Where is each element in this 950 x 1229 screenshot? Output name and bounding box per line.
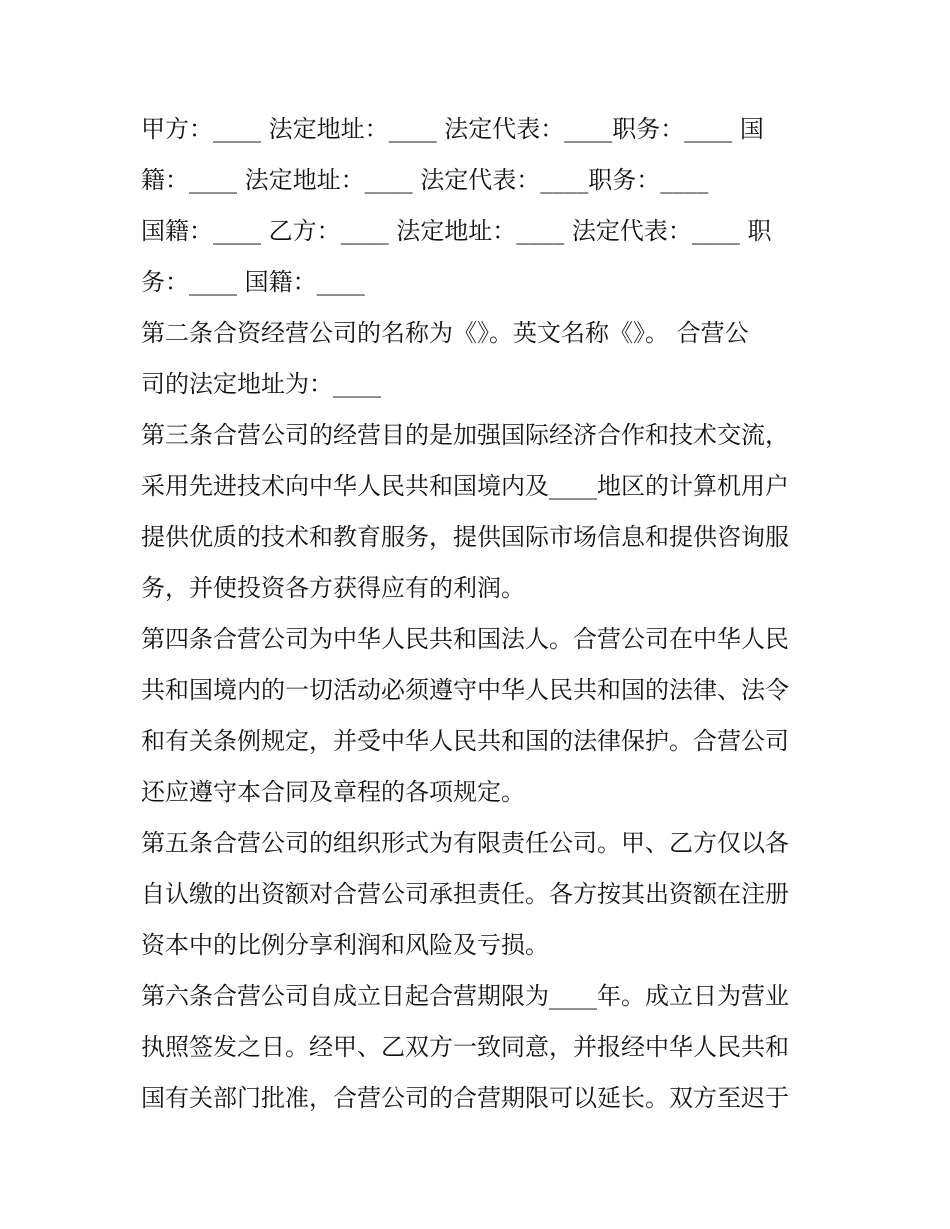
- text-line: 国有关部门批准，合营公司的合营期限可以延长。双方至迟于: [141, 1084, 789, 1112]
- text-line: 第五条合营公司的组织形式为有限责任公司。甲、乙方仅以各: [141, 829, 789, 857]
- text-line: 第六条合营公司自成立日起合营期限为____年。成立日为营业: [141, 982, 789, 1010]
- text-line: 共和国境内的一切活动必须遵守中华人民共和国的法律、法令: [141, 676, 789, 704]
- text-line: 第三条合营公司的经营目的是加强国际经济合作和技术交流，: [141, 421, 789, 449]
- text-line: 务，并使投资各方获得应有的利润。: [141, 574, 525, 602]
- text-line: 资本中的比例分享利润和风险及亏损。: [141, 931, 549, 959]
- text-line: 还应遵守本合同及章程的各项规定。: [141, 778, 525, 806]
- text-line: 第四条合营公司为中华人民共和国法人。合营公司在中华人民: [141, 625, 789, 653]
- text-line: 自认缴的出资额对合营公司承担责任。各方按其出资额在注册: [141, 880, 789, 908]
- text-line: 和有关条例规定，并受中华人民共和国的法律保护。合营公司: [141, 727, 789, 755]
- text-line: 提供优质的技术和教育服务，提供国际市场信息和提供咨询服: [141, 523, 789, 551]
- text-line: 司的法定地址为：____: [141, 370, 381, 398]
- text-line: 执照签发之日。经甲、乙双方一致同意，并报经中华人民共和: [141, 1033, 789, 1061]
- text-line: 甲方：____ 法定地址：____ 法定代表：____职务：____ 国: [141, 115, 764, 143]
- text-line: 国籍：____ 乙方：____ 法定地址：____ 法定代表：____ 职: [141, 217, 772, 245]
- text-line: 籍：____ 法定地址：____ 法定代表：____职务：____: [141, 166, 709, 194]
- text-line: 采用先进技术向中华人民共和国境内及____地区的计算机用户: [141, 472, 789, 500]
- text-line: 务：____ 国籍：____: [141, 268, 365, 296]
- text-line: 第二条合资经营公司的名称为《》。英文名称《》。 合营公: [141, 319, 749, 347]
